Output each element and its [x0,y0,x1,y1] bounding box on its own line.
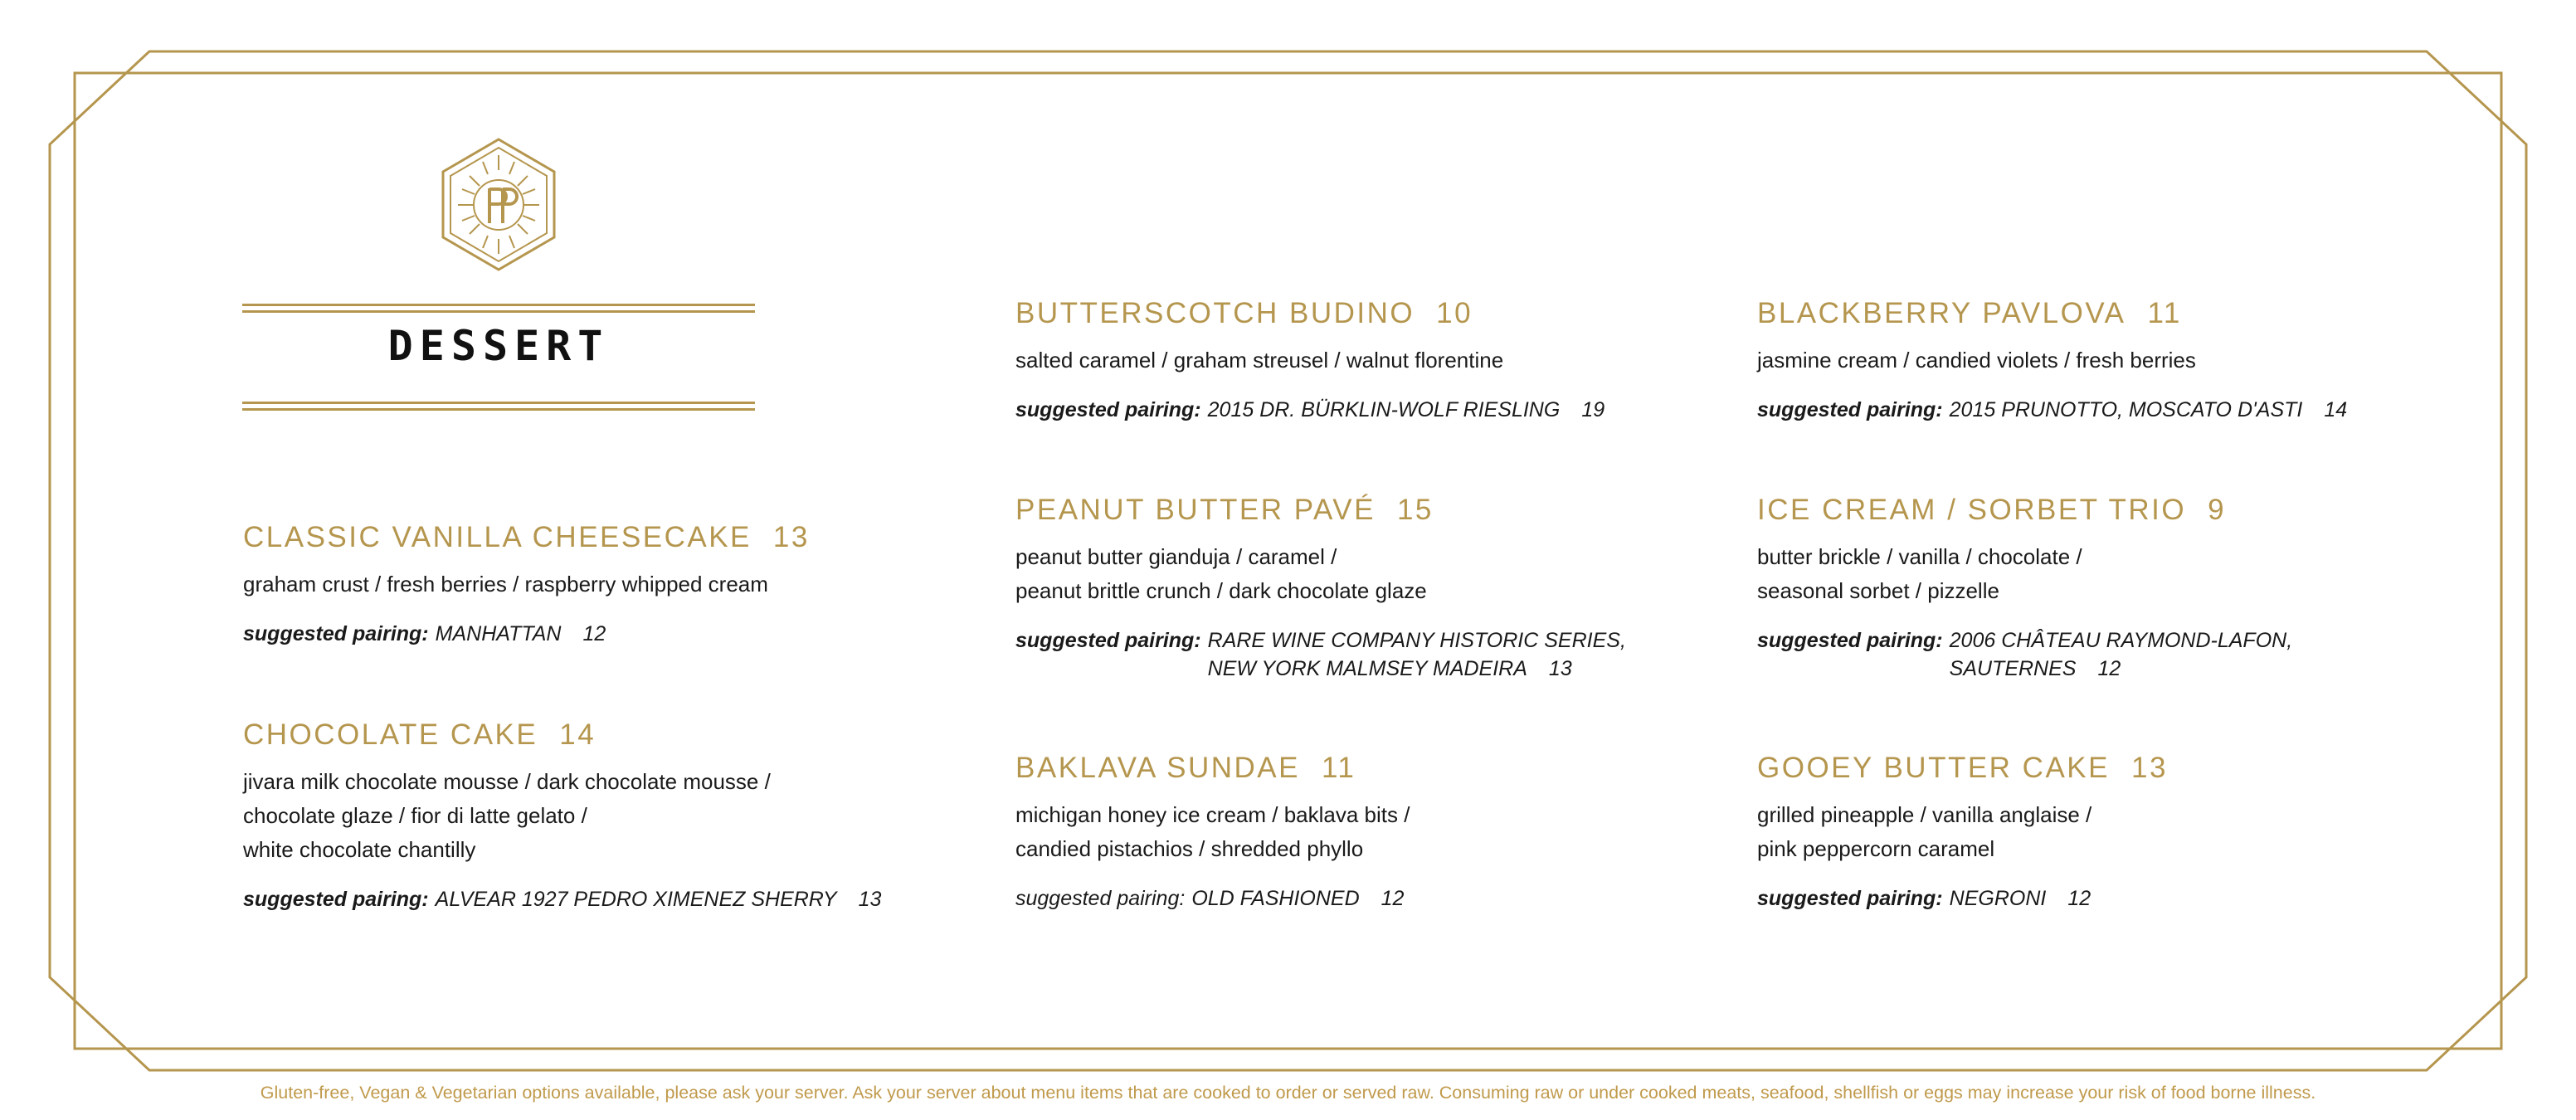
description-line: grilled pineapple / vanilla anglaise / [1757,802,2092,827]
suggested-pairing [243,620,957,648]
item-description [1757,540,2471,608]
allergen-disclaimer: Gluten-free, Vegan & Vegetarian options available, please ask your server. Ask your server about menu items that are cooked to order or served raw. Consuming raw or under cooked meats, seafood, shellfish or eggs may increase your risk of food borne illness. [260,1083,2316,1103]
description-line: michigan honey ice cream / baklava bits / [1015,802,1410,827]
description-line: seasonal sorbet / pizzelle [1757,578,1999,603]
suggested-pairing [1015,884,1729,913]
description-line: candied pistachios / shredded phyllo [1015,836,1364,861]
pairing-text: 2015 DR. BÜRKLIN-WOLF RIESLING [1207,398,1561,421]
suggested-pairing [1757,884,2471,913]
item-description [1757,343,2471,377]
menu-item [1757,297,2471,424]
item-title: PEANUT BUTTER PAVÉ [1015,494,1376,526]
item-name [1757,752,2471,785]
item-price: 15 [1396,494,1434,526]
pairing-text: NEW YORK MALMSEY MADEIRA [1207,657,1527,680]
item-description [1015,540,1729,608]
menu-item [1757,494,2471,683]
item-title: BLACKBERRY PAVLOVA [1757,297,2126,329]
pairing-text: RARE WINE COMPANY HISTORIC SERIES, [1207,629,1626,652]
pairing-price: 12 [582,622,606,645]
pairing-label: suggested pairing: [1015,629,1201,652]
pairing-price: 14 [2324,398,2348,421]
menu-item [243,718,957,913]
item-price: 14 [559,718,597,751]
item-price: 11 [2147,297,2182,329]
pairing-line [1208,655,1626,683]
pairing-text: 2006 CHÂTEAU RAYMOND-LAFON, [1949,629,2293,652]
pairing-line [1950,396,2348,424]
pairing-text: OLD FASHIONED [1191,887,1360,910]
item-price: 9 [2208,494,2227,526]
hexagon-pp-monogram-icon [440,137,558,272]
description-line: butter brickle / vanilla / chocolate / [1757,544,2082,569]
title-rule-top-1 [242,304,755,306]
suggested-pairing [1757,396,2471,424]
suggested-pairing [243,885,957,913]
pairing-price: 13 [858,888,882,911]
item-description [1015,798,1729,866]
item-description [243,765,957,867]
pairing-label: suggested pairing: [1757,398,1943,421]
description-line: peanut butter gianduja / caramel / [1015,544,1337,569]
description-line: salted caramel / graham streusel / walnut florentine [1015,348,1504,373]
pairing-price: 12 [2097,657,2121,680]
item-title: ICE CREAM / SORBET TRIO [1757,494,2187,526]
pairing-label: suggested pairing: [1015,887,1186,910]
item-price: 10 [1436,297,1473,329]
description-line: pink peppercorn caramel [1757,836,1995,861]
item-name [1015,494,1729,527]
menu-item [1015,752,1729,913]
description-line: jasmine cream / candied violets / fresh berries [1757,348,2196,373]
menu-title: DESSERT [387,322,610,370]
pairing-line [1950,626,2293,655]
description-line: graham crust / fresh berries / raspberry whipped cream [243,572,768,597]
menu-item [1015,297,1729,424]
item-description [243,567,957,601]
menu-item [1757,752,2471,913]
pairing-line [1191,884,1404,913]
pairing-line [1950,884,2091,913]
pairing-text: ALVEAR 1927 PEDRO XIMENEZ SHERRY [435,888,837,911]
pairing-label: suggested pairing: [243,622,429,645]
description-line: jivara milk chocolate mousse / dark chocolate mousse / [243,769,771,794]
description-line: white chocolate chantilly [243,837,476,862]
description-line: peanut brittle crunch / dark chocolate glaze [1015,578,1427,603]
item-name [1757,297,2471,330]
pairing-price: 12 [2067,887,2091,910]
pairing-label: suggested pairing: [1757,629,1943,652]
pairing-line [1208,396,1605,424]
suggested-pairing [1015,626,1729,683]
pairing-text: NEGRONI [1949,887,2047,910]
menu-item [1015,494,1729,683]
item-title: CHOCOLATE CAKE [243,718,538,751]
pairing-price: 19 [1581,398,1605,421]
item-title: CLASSIC VANILLA CHEESECAKE [243,521,752,553]
item-name [243,521,957,554]
pairing-price: 12 [1381,887,1405,910]
pairing-line [1208,626,1626,655]
item-title: GOOEY BUTTER CAKE [1757,752,2110,784]
pairing-label: suggested pairing: [1015,398,1201,421]
title-rule-bottom-1 [242,402,755,404]
pairing-text: MANHATTAN [435,622,562,645]
pairing-text: 2015 PRUNOTTO, MOSCATO D'ASTI [1949,398,2303,421]
suggested-pairing [1757,626,2471,683]
pairing-label: suggested pairing: [243,888,429,911]
item-description [1757,798,2471,866]
title-rule-bottom-2 [242,408,755,411]
pairing-line [436,620,606,648]
item-title: BAKLAVA SUNDAE [1015,752,1300,784]
item-price: 11 [1322,752,1356,784]
item-price: 13 [772,521,810,553]
description-line: chocolate glaze / fior di latte gelato / [243,803,587,828]
item-title: BUTTERSCOTCH BUDINO [1015,297,1415,329]
pairing-line [436,885,882,913]
item-name [1015,297,1729,330]
pairing-line [1950,655,2293,683]
item-price: 13 [2131,752,2168,784]
menu-item [243,521,957,648]
item-name [243,718,957,752]
suggested-pairing [1015,396,1729,424]
title-rule-top-2 [242,310,755,313]
item-name [1015,752,1729,785]
item-name [1757,494,2471,527]
pairing-text: SAUTERNES [1949,657,2077,680]
pairing-label: suggested pairing: [1757,887,1943,910]
pairing-price: 13 [1548,657,1572,680]
item-description [1015,343,1729,377]
